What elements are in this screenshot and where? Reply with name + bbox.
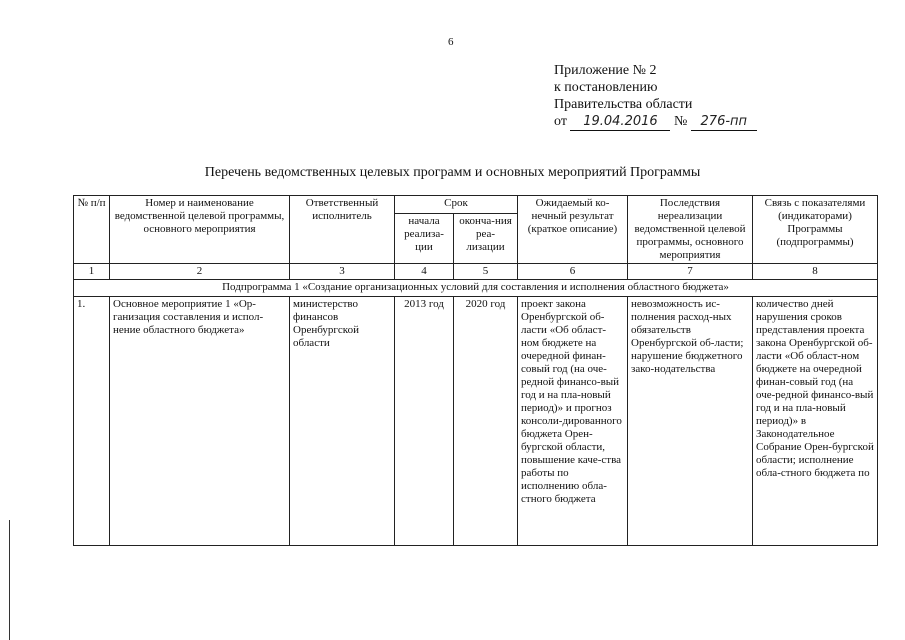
row-indicator-link: количество дней нарушения сроков представления проекта закона Оренбургской об-ласти «Об област-ном бюджете на очередной финан-совый год (на оче-редной финансо-вый год и на пла-новый период)» в Законодательное Собрание Орен-бургской области; исполнение обла-стного бюджета по (753, 297, 878, 546)
row-executor: министерство финансов Оренбургской области (290, 297, 395, 546)
appendix-line-1: Приложение № 2 (554, 63, 657, 78)
appendix-line-2: к постановлению (554, 80, 658, 95)
col-number: 7 (628, 264, 753, 280)
handwritten-date: 19.04.2016 (570, 113, 670, 131)
header-number: № п/п (74, 196, 110, 264)
margin-line (9, 520, 10, 640)
col-number: 1 (74, 264, 110, 280)
row-start-year: 2013 год (395, 297, 454, 546)
number-label: № (673, 114, 688, 129)
header-result: Ожидаемый ко-нечный результат (краткое описание) (518, 196, 628, 264)
header-end: оконча-ния реа-лизации (454, 213, 518, 264)
header-consequences: Последствия нереализации ведомственной целевой программы, основного мероприятия (628, 196, 753, 264)
col-number: 8 (753, 264, 878, 280)
row-activity-name: Основное мероприятие 1 «Ор-ганизация составления и испол-нение областного бюджета» (110, 297, 290, 546)
column-numbers-row (74, 264, 878, 280)
header-term: Срок (395, 196, 518, 214)
subprogram-row (74, 280, 878, 297)
col-number: 2 (110, 264, 290, 280)
row-consequences: невозможность ис-полнения расход-ных обязательств Оренбургской об-ласти; нарушение бюджетного зако-нодательства (628, 297, 753, 546)
col-number: 5 (454, 264, 518, 280)
handwritten-number: 276-пп (691, 113, 757, 131)
page-number: 6 (448, 36, 454, 48)
header-start: начала реализа-ции (395, 213, 454, 264)
header-executor: Ответственный исполнитель (290, 196, 395, 264)
col-number: 6 (518, 264, 628, 280)
appendix-line-3: Правительства области (554, 97, 693, 112)
row-end-year: 2020 год (454, 297, 518, 546)
header-name: Номер и наименование ведомственной целевой программы, основного мероприятия (110, 196, 290, 264)
appendix-date-line (554, 113, 757, 131)
subprogram-title: Подпрограмма 1 «Создание организационных условий для составления и исполнения областного бюджета» (74, 280, 878, 297)
table-row (74, 297, 878, 546)
from-label: от (554, 114, 567, 129)
appendix-block (554, 62, 757, 131)
header-link: Связь с показателями (индикаторами) Программы (подпрограммы) (753, 196, 878, 264)
programs-table (73, 195, 878, 546)
col-number: 3 (290, 264, 395, 280)
document-title: Перечень ведомственных целевых программ и основных мероприятий Программы (204, 165, 701, 180)
row-result: проект закона Оренбургской об-ласти «Об област-ном бюджете на очередной финан-совый год (на оче-редной финансо-вый год и на пла-новый период)» и прогноз консоли-дированного бюджета Орен-бургской области, повышение каче-ства работы по исполнению обла-стного бюджета (518, 297, 628, 546)
col-number: 4 (395, 264, 454, 280)
row-number: 1. (74, 297, 110, 546)
